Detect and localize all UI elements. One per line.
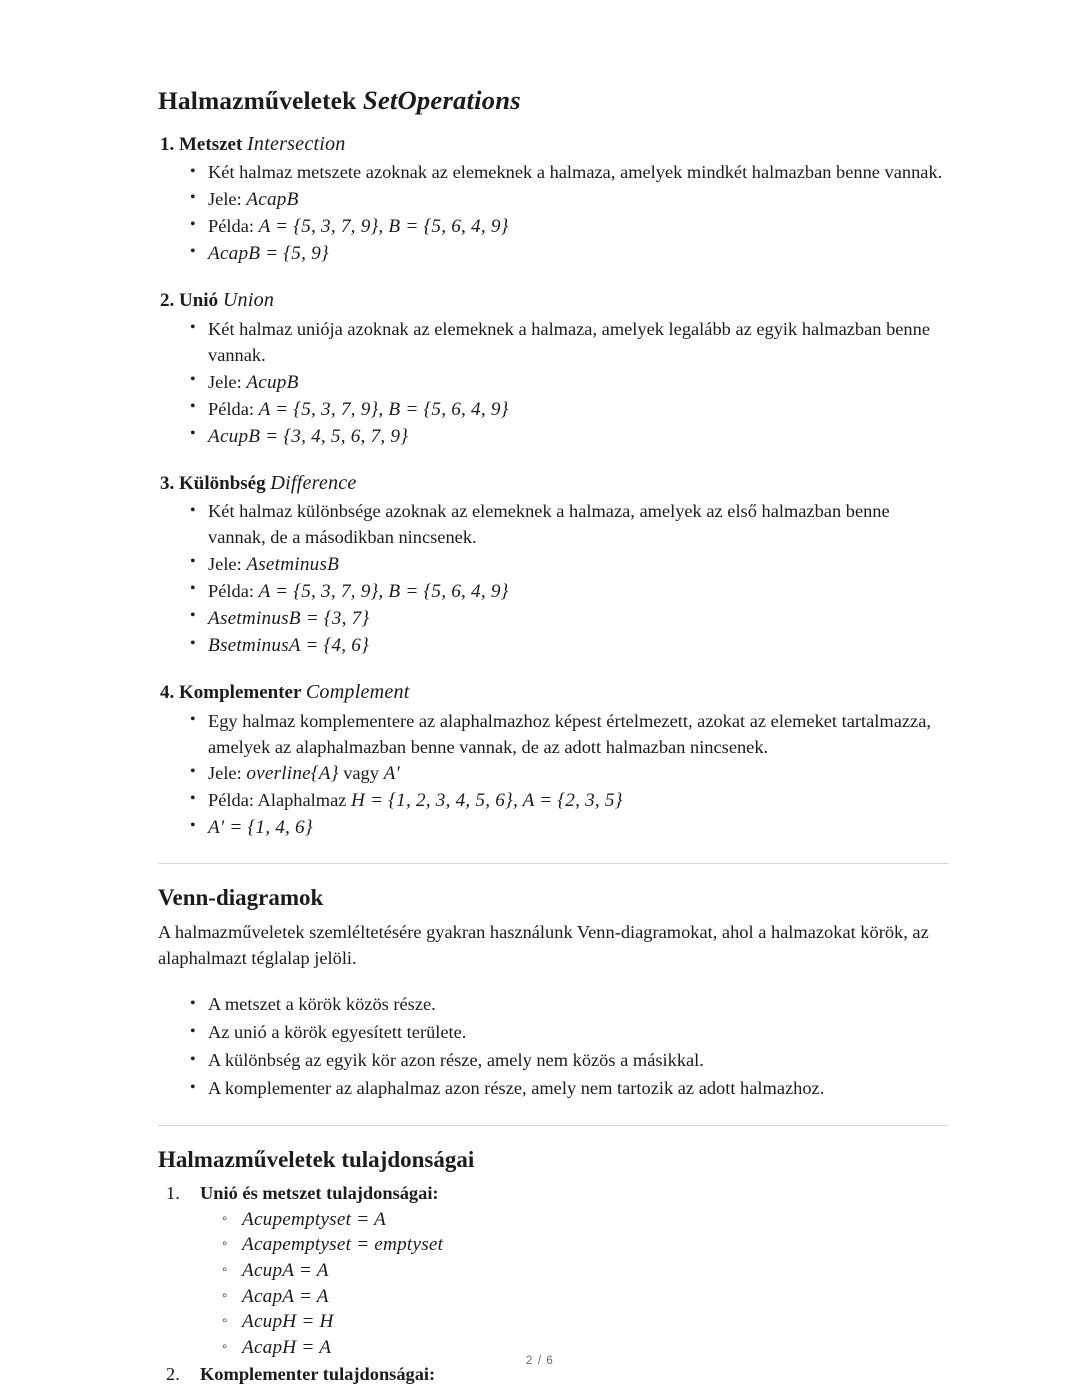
properties-section	[158, 1146, 948, 1388]
bullet-math-prime: A′	[383, 763, 400, 785]
list-item	[158, 396, 948, 423]
operation-title	[158, 131, 948, 158]
list-item	[158, 787, 948, 814]
list-item	[158, 760, 948, 787]
properties-items	[200, 1207, 948, 1360]
properties-group-label: Komplementer tulajdonságai:	[200, 1364, 436, 1385]
bullet-text: Két halmaz uniója azoknak az elemeknek a halmaza, amelyek legalább az egyik halmazban benne vannak.	[208, 318, 930, 365]
properties-group-number	[166, 1181, 180, 1207]
list-item	[158, 1075, 948, 1103]
operation-bullets	[158, 499, 948, 659]
list-item	[200, 1258, 948, 1284]
list-item	[158, 160, 948, 186]
list-item	[158, 499, 948, 551]
list-item	[158, 709, 948, 761]
bullet-math: AcapB = {5, 9}	[208, 243, 329, 265]
operation-title	[158, 679, 948, 706]
list-item	[200, 1284, 948, 1310]
bullet-label: Jele:	[208, 371, 242, 392]
page-title-text: Halmazműveletek	[158, 86, 357, 115]
operation-name-math: Difference	[270, 471, 357, 494]
operation-name-math: Intersection	[247, 132, 346, 155]
property-math: AcupA = A	[242, 1260, 329, 1282]
section-divider	[158, 1125, 948, 1126]
bullet-text: A metszet a körök közös része.	[208, 994, 436, 1015]
list-item	[158, 551, 948, 578]
bullet-text: Két halmaz különbsége azoknak az elemeknek a halmaza, amelyek az első halmazban benne vannak, de a másodikban nincsenek.	[208, 501, 890, 548]
bullet-text: Két halmaz metszete azoknak az elemeknek a halmaza, amelyek mindkét halmazban benne vannak.	[208, 162, 943, 183]
bullet-label: Jele:	[208, 189, 242, 210]
page-title	[158, 84, 948, 117]
operation-item-complement	[158, 679, 948, 841]
page-content	[158, 84, 948, 1390]
operation-title	[158, 470, 948, 497]
bullet-label: Példa:	[208, 216, 254, 237]
bullet-label: Példa:	[208, 398, 254, 419]
list-item	[158, 1047, 948, 1075]
operation-bullets	[158, 317, 948, 450]
list-item	[200, 1232, 948, 1258]
venn-section	[158, 884, 948, 1103]
section-divider	[158, 863, 948, 864]
bullet-text: Egy halmaz komplementere az alaphalmazhoz képest értelmezett, azokat az elemeket tartalmazza, amelyek az alaphalmazban benne vannak, de az adott halmazban nincsenek.	[208, 710, 931, 757]
bullet-math: H = {1, 2, 3, 4, 5, 6}, A = {2, 3, 5}	[351, 790, 623, 812]
bullet-math: BsetminusA = {4, 6}	[208, 635, 369, 656]
list-item	[158, 1019, 948, 1047]
operation-item-union	[158, 287, 948, 449]
operation-name: Különbség	[179, 472, 266, 494]
bullet-math: AsetminusB	[246, 553, 340, 575]
operation-name: Komplementer	[179, 682, 302, 704]
operation-number: 2.	[160, 290, 175, 312]
bullet-label: Jele:	[208, 763, 242, 784]
property-math: Acupemptyset = A	[242, 1208, 386, 1230]
operation-name: Unió	[179, 290, 219, 312]
list-item	[158, 213, 948, 240]
operation-name-math: Union	[222, 289, 275, 312]
bullet-math: AcapB	[246, 189, 299, 211]
list-item	[200, 1309, 948, 1335]
operation-number: 4.	[160, 682, 175, 704]
bullet-math: A = {5, 3, 7, 9}, B = {5, 6, 4, 9}	[258, 216, 509, 238]
operation-title	[158, 287, 948, 314]
list-item	[158, 317, 948, 369]
operation-item-intersection	[158, 131, 948, 268]
bullet-math: AcupB = {3, 4, 5, 6, 7, 9}	[208, 425, 409, 447]
list-item	[158, 369, 948, 396]
bullet-text: Az unió a körök egyesített területe.	[208, 1022, 467, 1043]
operation-bullets	[158, 160, 948, 267]
operation-name-math: Complement	[305, 681, 410, 704]
property-math: AcapH = A	[242, 1336, 332, 1358]
list-item	[158, 814, 948, 841]
bullet-math: A = {5, 3, 7, 9}, B = {5, 6, 4, 9}	[258, 580, 509, 602]
page-footer: 2 / 6	[526, 1355, 554, 1367]
operation-number: 3.	[160, 472, 175, 494]
properties-group-label: Unió és metszet tulajdonságai:	[200, 1183, 439, 1204]
bullet-label: Példa:	[208, 580, 254, 601]
operation-name: Metszet	[179, 133, 243, 155]
group-number-text: 1.	[166, 1183, 180, 1204]
page-title-math: SetOperations	[362, 85, 521, 115]
bullet-label: Jele:	[208, 553, 242, 574]
set-operations-list	[158, 131, 948, 842]
spacer	[158, 971, 948, 991]
bullet-math-overline: overline{A}	[246, 763, 339, 785]
list-item	[158, 991, 948, 1019]
operation-item-difference	[158, 470, 948, 659]
list-item	[158, 423, 948, 450]
list-item	[158, 578, 948, 605]
property-math: AcapA = A	[242, 1285, 329, 1307]
group-number-text: 2.	[166, 1364, 180, 1385]
list-item	[200, 1207, 948, 1233]
list-item	[158, 240, 948, 267]
bullet-text: A komplementer az alaphalmaz azon része, amely nem tartozik az adott halmazhoz.	[208, 1078, 825, 1099]
list-item	[158, 186, 948, 213]
bullet-text: A különbség az egyik kör azon része, amely nem közös a másikkal.	[208, 1050, 704, 1071]
venn-bullets	[158, 991, 948, 1103]
properties-group-union-intersection	[158, 1181, 948, 1360]
bullet-math: AcupB	[246, 371, 299, 393]
venn-heading: Venn-diagramok	[158, 885, 324, 911]
bullet-between-text: vagy	[343, 763, 379, 784]
operation-bullets	[158, 709, 948, 842]
properties-heading: Halmazműveletek tulajdonságai	[158, 1147, 475, 1173]
bullet-label: Példa: Alaphalmaz	[208, 790, 347, 811]
property-math: AcupH = H	[242, 1311, 334, 1333]
bullet-math: AsetminusB = {3, 7}	[208, 607, 370, 629]
bullet-math: A′ = {1, 4, 6}	[208, 817, 313, 839]
bullet-math: A = {5, 3, 7, 9}, B = {5, 6, 4, 9}	[258, 398, 509, 420]
operation-number: 1.	[160, 133, 175, 155]
list-item	[158, 632, 948, 659]
list-item	[158, 605, 948, 632]
property-math: Acapemptyset = emptyset	[242, 1234, 444, 1256]
venn-paragraph: A halmazműveletek szemléltetésére gyakran használunk Venn-diagramokat, ahol a halmazokat körök, az alaphalmazt téglalap jelöli.	[158, 922, 929, 969]
